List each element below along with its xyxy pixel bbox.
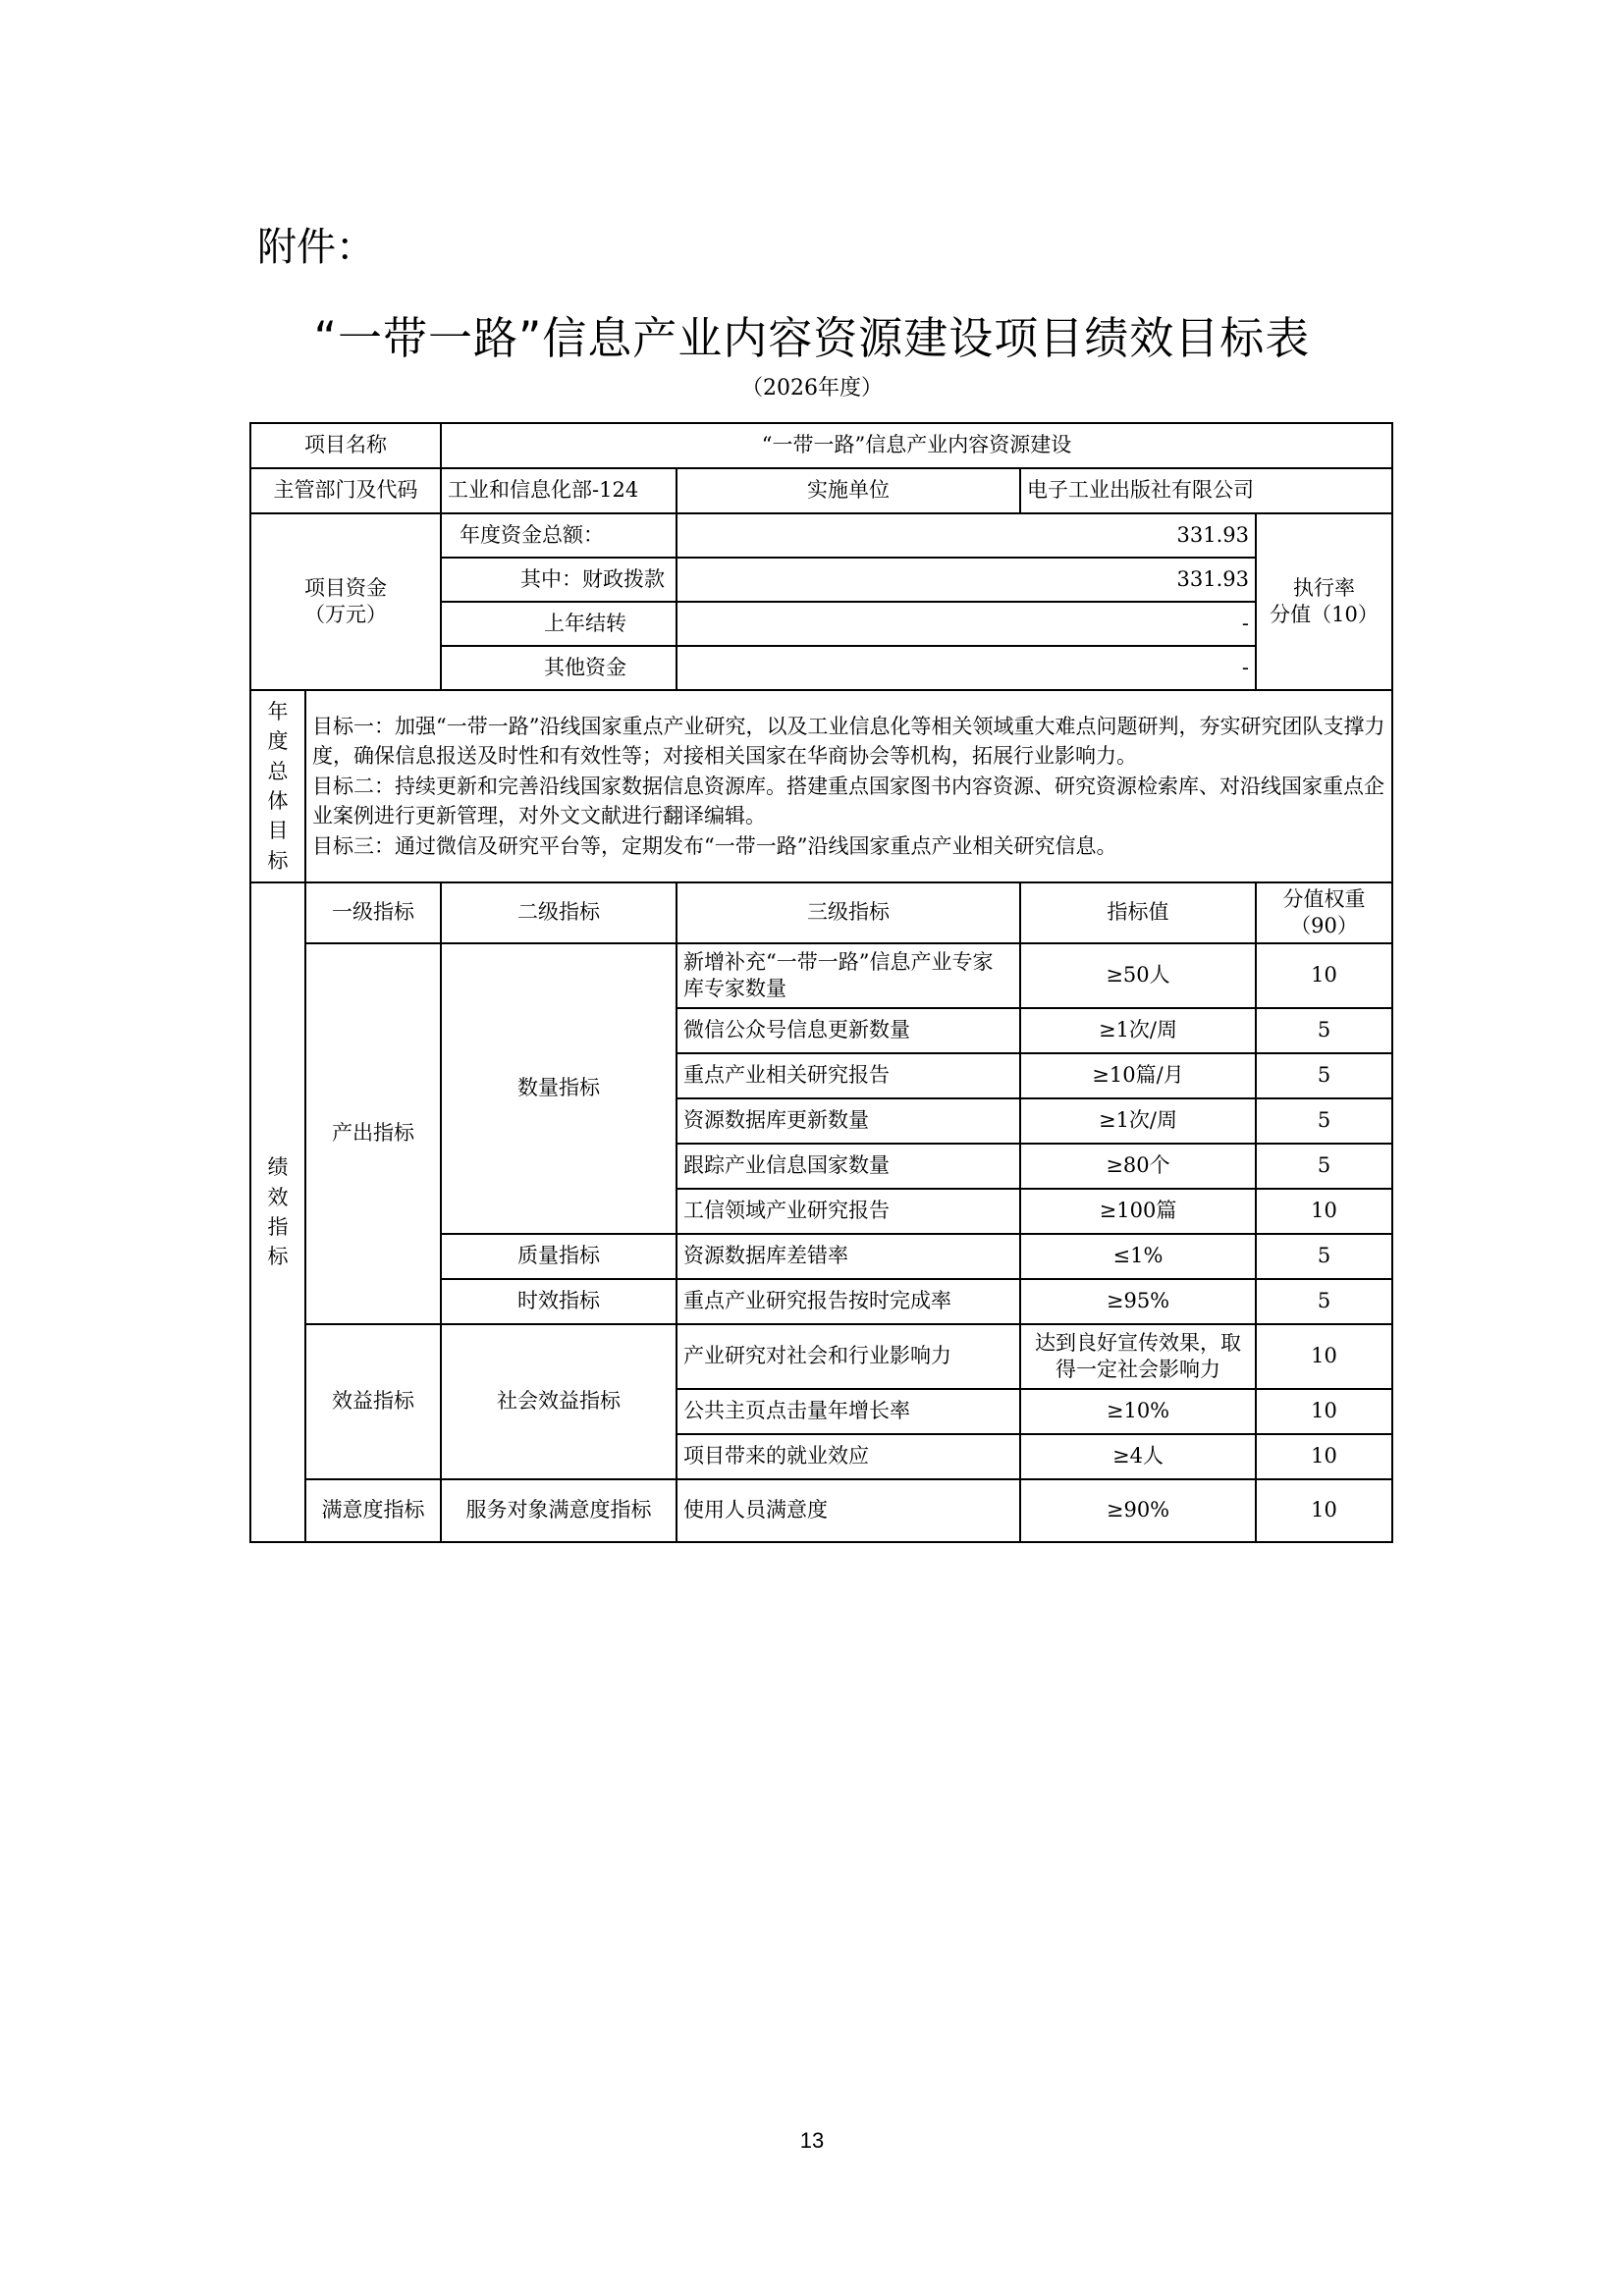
impl-unit-value: 电子工业出版社有限公司 xyxy=(1020,468,1392,513)
fund-row-value: - xyxy=(677,646,1256,690)
indicator-value: ≥4人 xyxy=(1020,1434,1256,1479)
header-weight: 分值权重（90） xyxy=(1256,882,1392,943)
goal-label: 年度总体目标 xyxy=(267,699,289,873)
table-header-row xyxy=(250,882,1392,943)
header-level1: 一级指标 xyxy=(305,882,441,943)
fund-row-label: 上年结转 xyxy=(441,602,677,646)
header-level2: 二级指标 xyxy=(441,882,677,943)
indicator-value: ≥90% xyxy=(1020,1479,1256,1542)
indicator-score: 10 xyxy=(1256,943,1392,1008)
table-row xyxy=(250,468,1392,513)
indicator-name: 使用人员满意度 xyxy=(677,1479,1020,1542)
table-row xyxy=(250,943,1392,1008)
indicator-name: 微信公众号信息更新数量 xyxy=(677,1008,1020,1053)
indicator-value: ≥1次/周 xyxy=(1020,1008,1256,1053)
indicator-name: 工信领域产业研究报告 xyxy=(677,1189,1020,1234)
goal-item: 目标三：通过微信及研究平台等，定期发布“一带一路”沿线国家重点产业相关研究信息。 xyxy=(312,833,1117,858)
indicator-name: 跟踪产业信息国家数量 xyxy=(677,1144,1020,1189)
fund-row-label: 其中：财政拨款 xyxy=(441,558,677,602)
funds-label-cell xyxy=(250,513,441,690)
indicator-name: 资源数据库更新数量 xyxy=(677,1098,1020,1144)
indicator-value: ≥50人 xyxy=(1020,943,1256,1008)
exec-rate-label: 执行率 xyxy=(1293,575,1356,600)
indicator-value: 达到良好宣传效果，取得一定社会影响力 xyxy=(1020,1324,1256,1389)
indicator-name: 项目带来的就业效应 xyxy=(677,1434,1020,1479)
indicator-value: ≥1次/周 xyxy=(1020,1098,1256,1144)
indicator-value: ≥100篇 xyxy=(1020,1189,1256,1234)
perf-label: 绩效指标 xyxy=(267,1155,289,1269)
indicator-score: 10 xyxy=(1256,1189,1392,1234)
goal-label-cell xyxy=(250,690,305,882)
group-quality: 质量指标 xyxy=(441,1234,677,1279)
header-value: 指标值 xyxy=(1020,882,1256,943)
exec-rate-cell xyxy=(1256,513,1392,690)
group-timeliness: 时效指标 xyxy=(441,1279,677,1324)
indicator-score: 10 xyxy=(1256,1324,1392,1389)
group-social: 社会效益指标 xyxy=(441,1324,677,1479)
indicator-value: ≥10篇/月 xyxy=(1020,1053,1256,1098)
indicator-score: 5 xyxy=(1256,1279,1392,1324)
fund-row-value: 331.93 xyxy=(677,513,1256,558)
table-row xyxy=(250,513,1392,558)
page-subtitle: （2026年度） xyxy=(741,376,883,400)
performance-table xyxy=(249,422,1393,1543)
fund-row-label: 其他资金 xyxy=(441,646,677,690)
indicator-name: 重点产业研究报告按时完成率 xyxy=(677,1279,1020,1324)
indicator-score: 10 xyxy=(1256,1479,1392,1542)
indicator-value: ≥80个 xyxy=(1020,1144,1256,1189)
project-name-label: 项目名称 xyxy=(250,423,441,468)
impl-unit-label: 实施单位 xyxy=(677,468,1020,513)
fund-row-value: - xyxy=(677,602,1256,646)
page-title: “一带一路”信息产业内容资源建设项目绩效目标表 xyxy=(313,312,1311,364)
fund-row-value: 331.93 xyxy=(677,558,1256,602)
table-row xyxy=(250,1479,1392,1542)
attachment-label: 附件： xyxy=(257,225,375,270)
group-benefit: 效益指标 xyxy=(305,1324,441,1479)
indicator-name: 公共主页点击量年增长率 xyxy=(677,1389,1020,1434)
exec-rate-score: 分值（10） xyxy=(1270,603,1379,626)
indicator-value: ≥10% xyxy=(1020,1389,1256,1434)
indicator-name: 新增补充“一带一路”信息产业专家库专家数量 xyxy=(677,943,1020,1008)
indicator-name: 产业研究对社会和行业影响力 xyxy=(677,1324,1020,1389)
header-level3: 三级指标 xyxy=(677,882,1020,943)
indicator-score: 10 xyxy=(1256,1389,1392,1434)
group-service: 服务对象满意度指标 xyxy=(441,1479,677,1542)
indicator-score: 5 xyxy=(1256,1098,1392,1144)
funds-label: 项目资金 xyxy=(304,575,387,600)
indicator-score: 5 xyxy=(1256,1053,1392,1098)
table-row xyxy=(250,690,1392,882)
goal-item: 目标二：持续更新和完善沿线国家数据信息资源库。搭建重点国家图书内容资源、研究资源检索库、对沿线国家重点企业案例进行更新管理，对外文文献进行翻译编辑。 xyxy=(312,774,1384,828)
funds-unit: （万元） xyxy=(304,603,387,626)
indicator-score: 10 xyxy=(1256,1434,1392,1479)
indicator-score: 5 xyxy=(1256,1144,1392,1189)
indicator-name: 重点产业相关研究报告 xyxy=(677,1053,1020,1098)
indicator-value: ≥95% xyxy=(1020,1279,1256,1324)
fund-row-label: 年度资金总额： xyxy=(441,513,677,558)
group-satisfaction: 满意度指标 xyxy=(305,1479,441,1542)
indicator-score: 5 xyxy=(1256,1008,1392,1053)
goal-cell xyxy=(305,690,1392,882)
dept-label: 主管部门及代码 xyxy=(250,468,441,513)
group-quantity: 数量指标 xyxy=(441,943,677,1234)
page-number: 13 xyxy=(799,2128,825,2153)
indicator-name: 资源数据库差错率 xyxy=(677,1234,1020,1279)
table-row xyxy=(250,423,1392,468)
indicator-score: 5 xyxy=(1256,1234,1392,1279)
perf-label-cell xyxy=(250,882,305,1542)
dept-value: 工业和信息化部-124 xyxy=(441,468,677,513)
indicator-value: ≤1% xyxy=(1020,1234,1256,1279)
project-name-value: “一带一路”信息产业内容资源建设 xyxy=(441,423,1392,468)
group-output: 产出指标 xyxy=(305,943,441,1324)
table-row xyxy=(250,1324,1392,1389)
goal-item: 目标一：加强“一带一路”沿线国家重点产业研究，以及工业信息化等相关领域重大难点问题研判，夯实研究团队支撑力度，确保信息报送及时性和有效性等；对接相关国家在华商协会等机构，拓展行业影响力。 xyxy=(312,714,1385,769)
